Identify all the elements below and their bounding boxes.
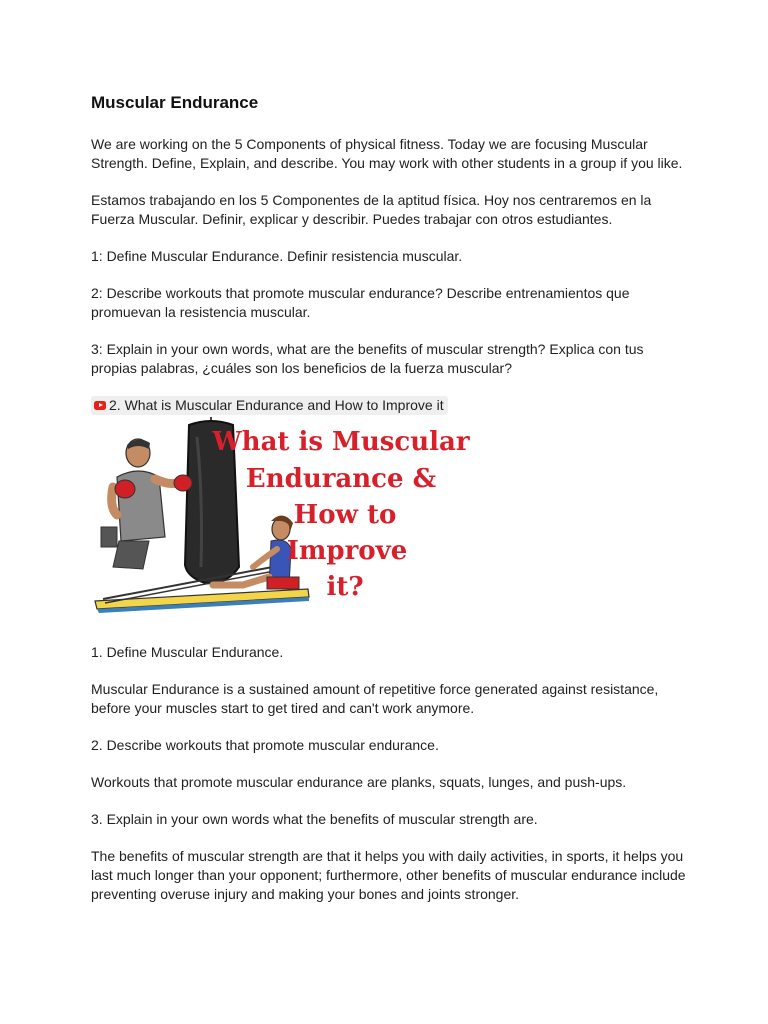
document-page (91, 93, 691, 922)
question-3: 3: Explain in your own words, what are the benefits of muscular strength? Explica con tus propias palabras, ¿cuáles son los beneficios de la fuerza muscular? (91, 341, 644, 376)
youtube-icon (94, 401, 106, 410)
answer-1-text: Muscular Endurance is a sustained amount of repetitive force generated against resistance, before your muscles start to get tired and can't work anymore. (91, 681, 659, 716)
question-1: 1: Define Muscular Endurance. Definir resistencia muscular. (91, 248, 463, 264)
question-2: 2: Describe workouts that promote muscular endurance? Describe entrenamientos que promuevan la resistencia muscular. (91, 285, 630, 320)
intro-spanish: Estamos trabajando en los 5 Componentes de la aptitud física. Hoy nos centraremos en la Fuerza Muscular. Definir, explicar y describir. Puedes trabajar con otros estudiantes. (91, 192, 652, 227)
answer-3-question: 3. Explain in your own words what the benefits of muscular strength are. (91, 811, 538, 827)
thumbnail-line-4: Improve (286, 536, 408, 566)
answer-2-text: Workouts that promote muscular endurance are planks, squats, lunges, and push-ups. (91, 774, 627, 790)
page-title: Muscular Endurance (91, 93, 259, 112)
video-thumbnail[interactable] (93, 417, 470, 617)
thumbnail-line-1: What is Muscular (212, 427, 470, 457)
video-link-label: 2. What is Muscular Endurance and How to Improve it (109, 397, 444, 413)
thumbnail-line-3: How to (293, 500, 397, 530)
answer-2-question: 2. Describe workouts that promote muscular endurance. (91, 737, 439, 753)
intro-english: We are working on the 5 Components of physical fitness. Today we are focusing Muscular Strength. Define, Explain, and describe. You may work with other students in a group if you like. (91, 136, 683, 171)
thumbnail-line-5: it? (326, 572, 364, 602)
thumbnail-line-2: Endurance & (245, 464, 437, 494)
video-link[interactable] (91, 396, 448, 415)
answer-1-question: 1. Define Muscular Endurance. (91, 644, 284, 660)
answer-3-text: The benefits of muscular strength are that it helps you with daily activities, in sports, it helps you last much longer than your opponent; furthermore, other benefits of muscular endurance include preventing overuse injury and making your bones and joints stronger. (91, 848, 686, 902)
